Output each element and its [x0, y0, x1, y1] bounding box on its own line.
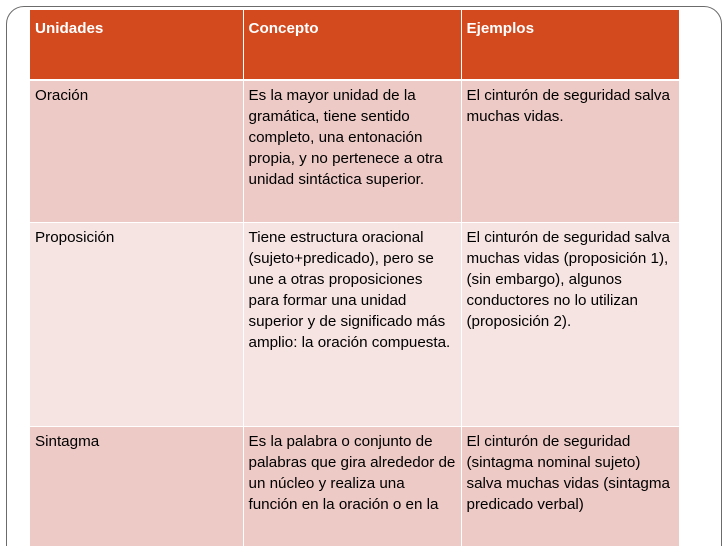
cell-ejemplo: El cinturón de seguridad (sintagma nominal sujeto) salva muchas vidas (sintagma predicado verbal) — [461, 426, 679, 546]
cell-concepto: Es la mayor unidad de la gramática, tiene sentido completo, una entonación propia, y no pertenece a otra unidad sintáctica superior. — [243, 80, 461, 222]
header-unidades: Unidades — [30, 10, 243, 80]
table-row — [30, 426, 679, 546]
table-header-row — [30, 10, 679, 80]
cell-concepto: Tiene estructura oracional (sujeto+predicado), pero se une a otras proposiciones para formar una unidad superior y de significado más amplio: la oración compuesta. — [243, 222, 461, 426]
cell-unidad: Sintagma — [30, 426, 243, 546]
cell-concepto: Es la palabra o conjunto de palabras que gira alrededor de un núcleo y realiza una función en la oración o en la — [243, 426, 461, 546]
table-row — [30, 222, 679, 426]
cell-unidad: Oración — [30, 80, 243, 222]
units-table — [30, 10, 679, 546]
header-ejemplos: Ejemplos — [461, 10, 679, 80]
header-concepto: Concepto — [243, 10, 461, 80]
table-row — [30, 80, 679, 222]
cell-ejemplo: El cinturón de seguridad salva muchas vidas. — [461, 80, 679, 222]
cell-unidad: Proposición — [30, 222, 243, 426]
cell-ejemplo: El cinturón de seguridad salva muchas vidas (proposición 1), (sin embargo), algunos conductores no lo utilizan (proposición 2). — [461, 222, 679, 426]
